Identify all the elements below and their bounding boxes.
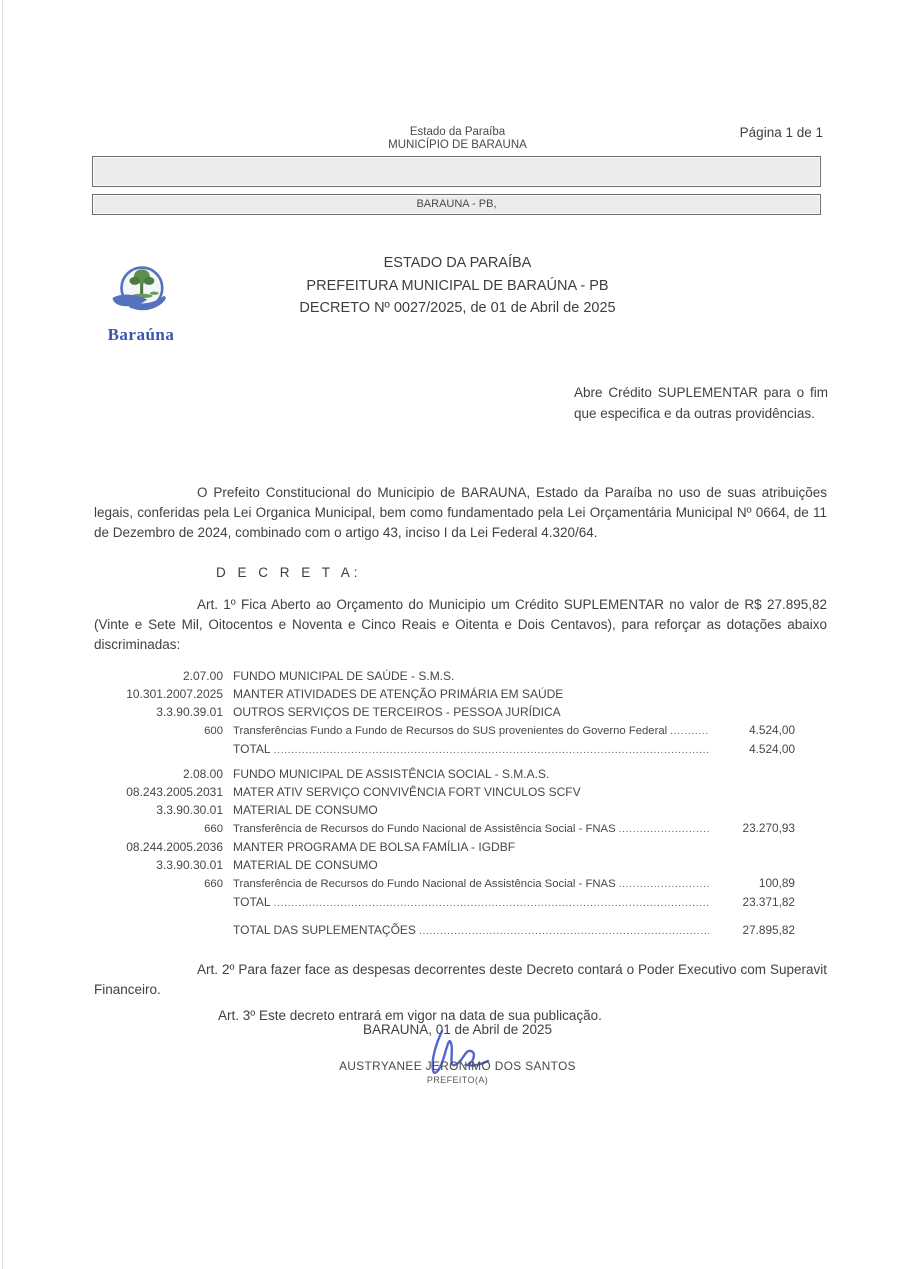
signatory-name: AUSTRYANEE JERONIMO DOS SANTOS [339, 1059, 576, 1073]
document-title [92, 252, 823, 320]
row-code: 2.08.00 [182, 767, 223, 781]
article-2: Art. 2º Para fazer face as despesas decorrentes deste Decreto contará o Poder Executivo com Superavit Financeiro. [94, 962, 827, 997]
row-desc: FUNDO MUNICIPAL DE SAÚDE - S.M.S. [233, 669, 455, 683]
table-row [95, 765, 795, 783]
row-desc: MANTER PROGRAMA DE BOLSA FAMÍLIA - IGDBF [233, 840, 516, 854]
row-desc: MANTER ATIVIDADES DE ATENÇÃO PRIMÁRIA EM SAÚDE [233, 687, 564, 701]
row-desc: Transferências Fundo a Fundo de Recursos do SUS provenientes do Governo Federal [233, 725, 668, 737]
article-3: Art. 3º Este decreto entrará em vigor na data de sua publicação. [218, 1008, 602, 1023]
table-row [95, 703, 795, 721]
signatory-role: PREFEITO(A) [426, 1075, 489, 1085]
row-desc: TOTAL [233, 895, 271, 909]
dot-leader [274, 893, 709, 912]
title-decree-line: DECRETO Nº 0027/2025, de 01 de Abril de 2025 [299, 300, 616, 316]
row-code: 3.3.90.30.01 [156, 803, 223, 817]
table-row [95, 685, 795, 703]
table-row [95, 721, 795, 740]
row-code: 3.3.90.30.01 [156, 858, 223, 872]
row-desc: TOTAL DAS SUPLEMENTAÇÕES [233, 923, 416, 937]
row-code: 660 [204, 823, 223, 835]
row-value: 4.524,00 [749, 742, 795, 756]
row-desc: Transferência de Recursos do Fundo Nacional de Assistência Social - FNAS [233, 878, 616, 890]
signature-place-date: BARAUNA, 01 de Abril de 2025 [362, 1022, 553, 1037]
header-municipality: MUNICÍPIO DE BARAUNA [388, 139, 527, 151]
table-row [95, 893, 795, 912]
row-desc: MATER ATIV SERVIÇO CONVIVÊNCIA FORT VINCULOS SCFV [233, 785, 581, 799]
row-code: 08.243.2005.2031 [126, 785, 223, 799]
table-row-grand-total [95, 921, 795, 940]
row-value: 4.524,00 [749, 723, 795, 737]
dot-leader [274, 740, 709, 759]
table-row [95, 838, 795, 856]
table-row [95, 667, 795, 685]
row-code: 08.244.2005.2036 [126, 840, 223, 854]
row-value: 23.270,93 [742, 821, 795, 835]
title-state-line: ESTADO DA PARAÍBA [383, 255, 532, 271]
table-row [95, 740, 795, 759]
logo-wordmark: Baraúna [107, 325, 175, 344]
dot-leader [619, 875, 709, 893]
row-code: 3.3.90.39.01 [156, 705, 223, 719]
row-desc: MATERIAL DE CONSUMO [233, 803, 378, 817]
budget-table [95, 667, 795, 940]
page-number: Página 1 de 1 [739, 125, 823, 140]
row-value: 23.371,82 [742, 895, 795, 909]
title-prefecture-line: PREFEITURA MUNICIPAL DE BARAÚNA - PB [306, 277, 609, 294]
dot-leader [670, 722, 709, 740]
row-desc: MATERIAL DE CONSUMO [233, 858, 378, 872]
header-state: Estado da Paraíba [409, 126, 506, 138]
decreta-heading: D E C R E T A: [216, 565, 362, 580]
row-value: 100,89 [758, 876, 795, 890]
city-box: BARAUNA - PB, [92, 194, 821, 215]
row-desc: TOTAL [233, 742, 271, 756]
table-row [95, 856, 795, 874]
row-code: 600 [204, 725, 223, 737]
row-desc: OUTROS SERVIÇOS DE TERCEIROS - PESSOA JURÍDICA [233, 705, 561, 719]
row-code: 2.07.00 [182, 669, 223, 683]
reference-box-empty [92, 156, 821, 187]
decree-summary: Abre Crédito SUPLEMENTAR para o fim que especifica e da outras providências. [574, 385, 828, 421]
row-value: 27.895,82 [742, 923, 795, 937]
preamble-paragraph: O Prefeito Constitucional do Municipio de BARAUNA, Estado da Paraíba no uso de suas atribuições legais, conferidas pela Lei Organica Municipal, bem como fundamentado pela Lei Orçamentária Municipal Nº 0664, de 11 de Dezembro de 2024, combinado com o artigo 43, inciso I da Lei Federal 4.320/64. [94, 485, 827, 540]
table-row [95, 819, 795, 838]
row-code: 10.301.2007.2025 [126, 687, 223, 701]
document-header [92, 126, 823, 152]
row-desc: FUNDO MUNICIPAL DE ASSISTÊNCIA SOCIAL - S.M.A.S. [233, 767, 550, 781]
table-row [95, 801, 795, 819]
dot-leader [419, 921, 709, 940]
row-desc: Transferência de Recursos do Fundo Nacional de Assistência Social - FNAS [233, 823, 616, 835]
dot-leader [619, 820, 709, 838]
table-row [95, 783, 795, 801]
table-row [95, 874, 795, 893]
article-1: Art. 1º Fica Aberto ao Orçamento do Municipio um Crédito SUPLEMENTAR no valor de R$ 27.895,82 (Vinte e Sete Mil, Oitocentos e Noventa e Cinco Reais e Oitenta e Dois Centavos), para reforçar as dotações abaixo discriminadas: [94, 597, 827, 652]
row-code: 660 [204, 878, 223, 890]
